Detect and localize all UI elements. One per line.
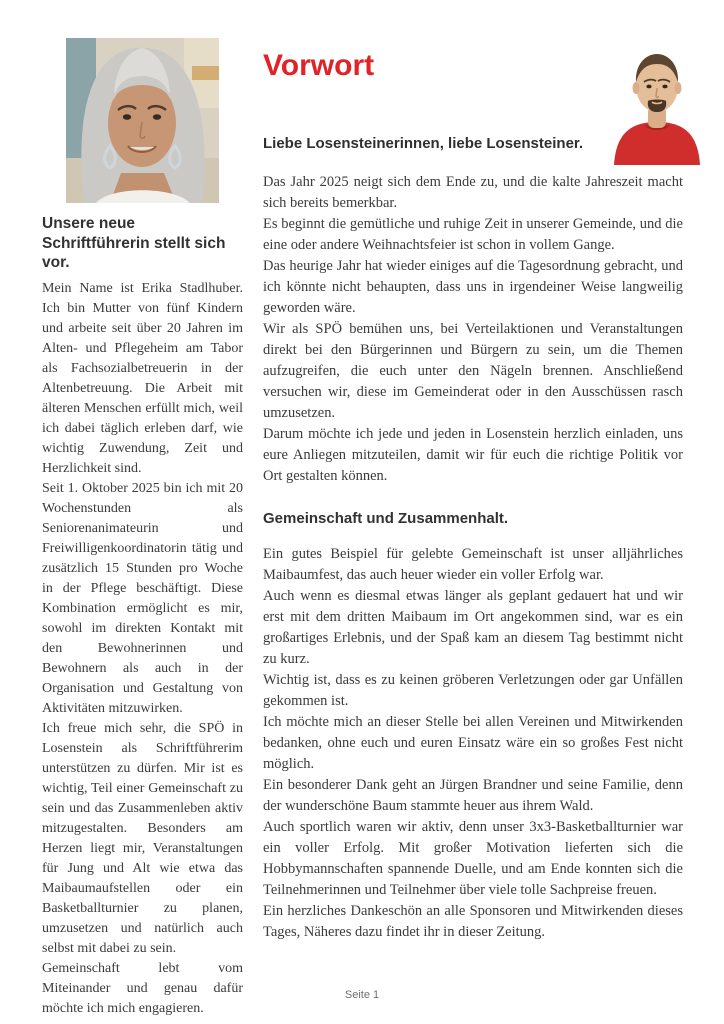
salutation: Liebe Losensteinerinnen, liebe Losensteiner. [263,135,584,152]
body-paragraph: Wir als SPÖ bemühen uns, bei Verteilaktionen und Veranstaltungen direkt bei den Bürgerinnen und Bürgern zu sein, um die Themen aufzugreifen, die euch unter den Nägeln brennen. Anschließend versuchen wir, diese im Gemeinderat oder in den Ausschüssen rasch umzusetzen. [263,321,683,421]
body-paragraph: Wichtig ist, dass es zu keinen gröberen Verletzungen oder gar Unfällen gekommen ist. [263,672,683,709]
portrait-woman-photo [66,38,219,203]
body-paragraph: Ein besonderer Dank geht an Jürgen Brandner und seine Familie, denn der wunderschöne Baum stammte heuer aus ihrem Wald. [263,777,683,814]
body-paragraph: Darum möchte ich jede und jeden in Losenstein herzlich einladen, uns eure Anliegen mitzuteilen, damit wir für euch die richtige Politik vor Ort gestalten können. [263,426,683,484]
body-paragraph: Ich möchte mich an dieser Stelle bei allen Vereinen und Mitwirkenden bedanken, ohne euch und euren Einsatz wäre ein so großes Fest nicht möglich. [263,714,683,772]
body-paragraph: Das Jahr 2025 neigt sich dem Ende zu, und die kalte Jahreszeit macht sich bereits bemerkbar. [263,174,683,211]
body-paragraph: Das heurige Jahr hat wieder einiges auf die Tagesordnung gebracht, und ich könnte nicht behaupten, dass uns in irgendeiner Weise langweilig geworden wäre. [263,258,683,316]
intro-section [263,172,683,487]
left-column-body [42,279,243,1019]
body-paragraph: Auch wenn es diesmal etwas länger als geplant gedauert hat und wir erst mit dem dritten Maibaum im Ort angekommen sind, war es ein großartiges Erlebnis, und der Spaß kam an diesem Tag bestimmt nicht zu kurz. [263,588,683,667]
left-paragraph: Mein Name ist Erika Stadlhuber. Ich bin Mutter von fünf Kindern und arbeite seit über 20 Jahren im Alten- und Pflegeheim am Tabor als Fachsozialbetreuerin in der Altenbetreuung. Die Arbeit mit älteren Menschen erfüllt mich, weil ich dabei täglich erleben darf, wie wichtig Zuwendung, Zeit und Herzlichkeit sind. [42,280,243,476]
page-number: Seite 1 [344,989,380,1001]
main-column [263,40,683,943]
community-section [263,544,683,943]
left-paragraph: Gemeinschaft lebt vom Miteinander und genau dafür möchte ich mich engagieren. [42,960,243,1016]
body-paragraph: Es beginnt die gemütliche und ruhige Zeit in unserer Gemeinde, und die eine oder andere Weihnachtsfeier ist schon in vollem Gange. [263,216,683,253]
left-paragraph: Seit 1. Oktober 2025 bin ich mit 20 Wochenstunden als Seniorenanimateurin und Freiwilligenkoordinatorin tätig und zusätzlich 15 Stunden pro Woche in der Pflege beschäftigt. Diese Kombination ermöglicht es mir, sowohl im direkten Kontakt mit den Bewohnerinnen und Bewohnern als auch in der Organisation und Gestaltung von Aktivitäten mitzuwirken. [42,480,243,716]
page-title: Vorwort [263,49,375,82]
body-paragraph: Ein herzliches Dankeschön an alle Sponsoren und Mitwirkenden dieses Tages, Näheres dazu findet ihr in dieser Zeitung. [263,903,683,940]
left-paragraph: Ich freue mich sehr, die SPÖ in Losenstein als Schriftführerim unterstützen zu dürfen. Mir ist es wichtig, Teil einer Gemeinschaft zu sein und das Zusammenleben aktiv mitzugestalten. Besonders am Herzen liegt mir, Veranstaltungen für Jung und Alt wie etwa das Maibaumaufstellen oder ein Basketballturnier zu planen, umzusetzen und natürlich auch selbst mit dabei zu sein. [42,720,243,956]
body-paragraph: Auch sportlich waren wir aktiv, denn unser 3x3-Basketballturnier war ein voller Erfolg. Mit großer Motivation lieferten sich die Hobbymannschaften spannende Duelle, und am Ende konnten sich die Teilnehmerinnen und Teilnehmer über viele tolle Sachpreise freuen. [263,819,683,898]
left-column-heading: Unsere neue Schriftführerin stellt sich vor. [42,215,226,271]
left-column [42,38,243,1019]
portrait-man-photo [600,38,714,165]
body-paragraph: Ein gutes Beispiel für gelebte Gemeinschaft ist unser alljährliches Maibaumfest, das auch heuer wieder ein voller Erfolg war. [263,546,683,583]
section-subheading: Gemeinschaft und Zusammenhalt. [263,510,509,527]
